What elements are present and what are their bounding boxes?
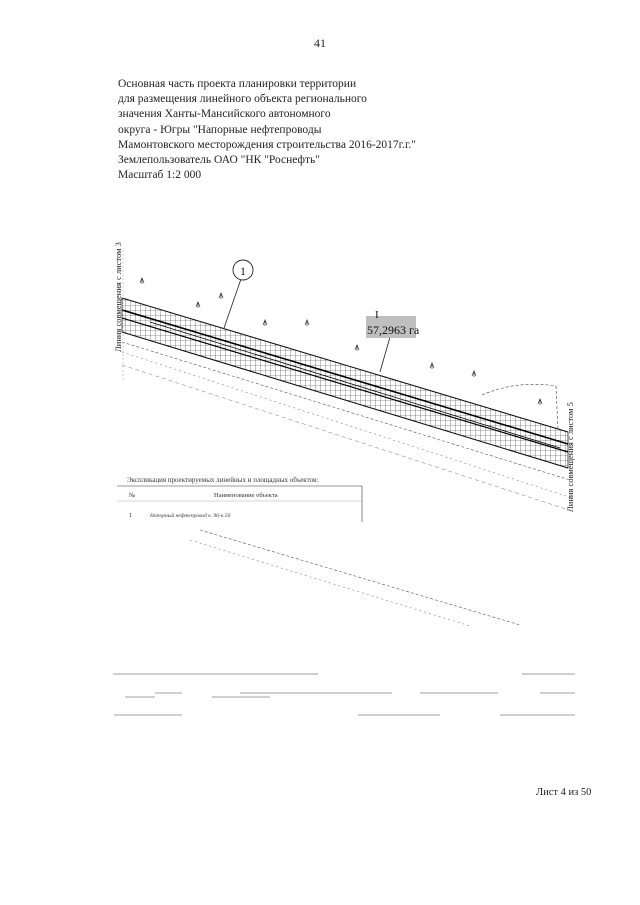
explication-row-num: 1 [129,512,133,519]
pipeline-axis-line [150,322,560,448]
title-block [118,77,478,183]
corridor-hatched-area [122,298,568,468]
scale-line: Масштаб 1:2 000 [118,169,202,182]
left-match-line-label: Линия совмещения с листом 3 [113,242,123,352]
title-line: Мамонтовского месторождения строительства 2016-2017г.г." [118,138,416,151]
callout-leader [224,279,241,328]
explication-title: Экспликация проектируемых линейных и площадных объектов: [127,476,319,484]
contour-line [482,384,556,395]
explication-row-name: Напорный нефтепровод к. 96-к.50 [150,513,231,519]
title-line: округа - Югры "Напорные нефтепроводы [118,123,322,136]
corridor-edge-line [122,332,568,468]
signature-lines [113,674,575,715]
area-roman: I [375,309,379,321]
corridor-edge-line [122,298,568,432]
pipeline-axis-line [122,318,568,452]
explication-col-num: № [129,492,136,499]
existing-line [200,530,520,625]
sheet-number: Лист 4 из 50 [536,787,592,798]
pipeline-axis-line [122,310,568,444]
existing-line [190,540,470,626]
page-number: 41 [314,36,326,50]
area-value: 57,2963 га [367,323,420,337]
right-match-line-label: Линия совмещения с листом 5 [565,402,575,512]
title-line: значения Ханты-Мансийского автономного [118,108,331,121]
planning-drawing [0,230,640,750]
callout-number: 1 [240,264,246,278]
existing-line [122,342,570,480]
title-line: Основная часть проекта планировки территории [118,78,357,90]
explication-col-name: Наименование объекта [214,492,278,499]
title-line: для размещения линейного объекта регионального [118,93,367,106]
contour-line [556,386,558,430]
land-user-line: Землепользователь ОАО "НК "Роснефть" [118,154,320,167]
